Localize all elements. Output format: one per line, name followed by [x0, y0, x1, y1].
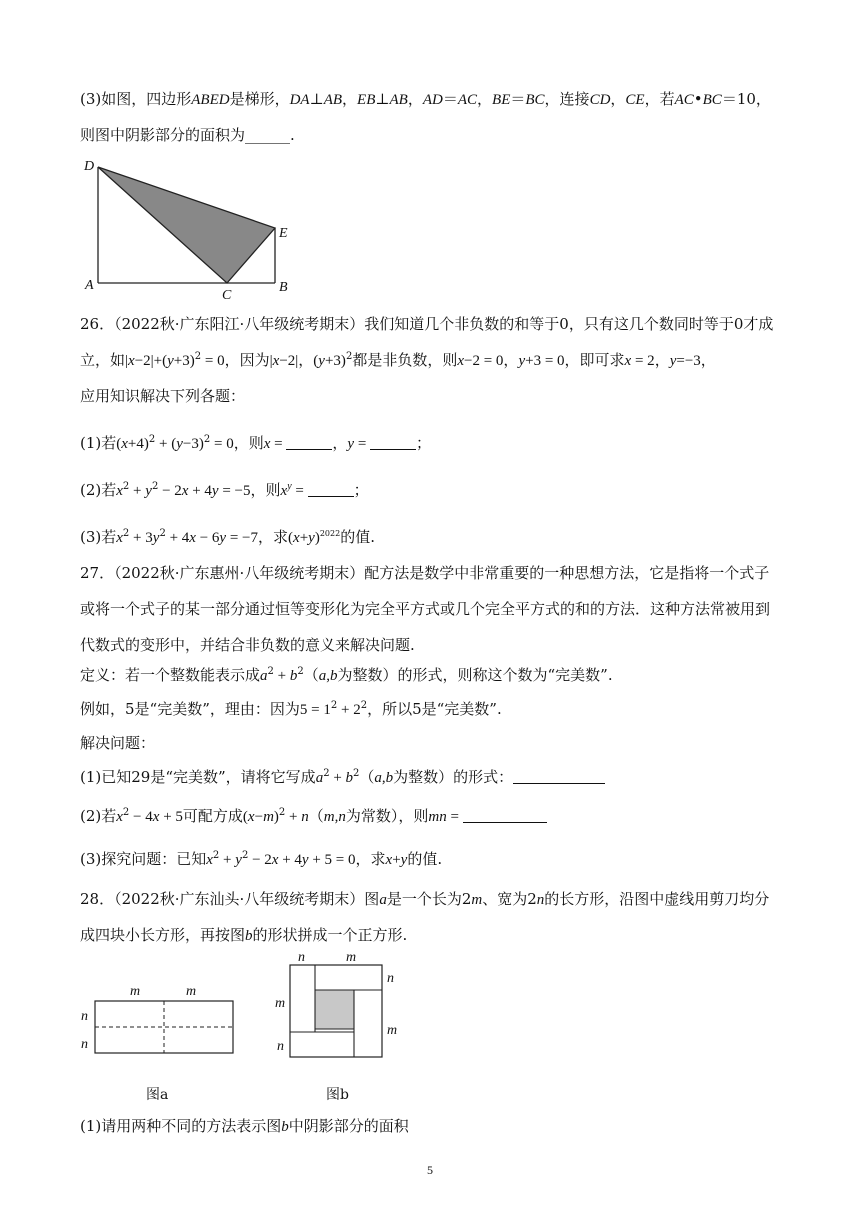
q27-solve: 解决问题：	[80, 734, 156, 752]
q25-part3-line2: 则图中阴影部分的面积为______.	[80, 126, 295, 144]
q26-line1: 26．（2022秋·广东阳江·八年级统考期末）我们知道几个非负数的和等于0，只有这几个数同时等于0才成	[80, 315, 774, 333]
trapezoid-figure	[80, 155, 300, 300]
q27-part3: (3)探究问题：已知$x^2 + y^2 - 2x + 4y + 5 = 0$，求x+y的值.	[80, 850, 443, 868]
fig-b-label-n-left: n	[277, 1039, 284, 1054]
q27-definition: 定义：若一个整数能表示成$a^2 + b^2(a,b$为整数）的形式，则称这个数为“完美数”.	[80, 666, 613, 684]
fig-a-label-m1: m	[130, 984, 141, 999]
q27-line3: 代数式的变形中，并结合非负数的意义来解决问题.	[80, 636, 415, 654]
label-E: E	[279, 226, 288, 241]
q28-line2: 成四块小长方形，再按图b的形状拼成一个正方形.	[80, 926, 408, 944]
figure-b-caption: 图b	[326, 1087, 349, 1103]
fig-a-label-n2: n	[81, 1037, 88, 1052]
q26-part2: (2)若$x^2 + y^2 - 2x + 4y = -5$，则$x^y$ = ；	[80, 481, 369, 499]
label-D: D	[84, 159, 95, 174]
q27-line1: 27．（2022秋·广东惠州·八年级统考期末）配方法是数学中非常重要的一种思想方法，它是指将一个式子	[80, 564, 770, 582]
page-number: 5	[427, 1163, 433, 1177]
label-C: C	[222, 288, 232, 300]
q26-line2: 立，如$|x-2|+(y+3)^2 = 0$，因为|x−2|，$(y+3)^2$都是非负数，则x−2 = 0，y+3 = 0，即可求x = 2，y=−3，	[80, 351, 716, 369]
q26-part3: (3)若$x^2 + 3y^2 + 4x - 6y = -7$，求$(x+y)^{2022}$的值.	[80, 528, 375, 546]
q27-example: 例如，5是“完美数”，理由：因为$5 = 1^2 + 2^2$，所以5是“完美数”.	[80, 700, 502, 718]
fig-b-label-m-right: m	[387, 1023, 398, 1038]
q26-line3: 应用知识解决下列各题：	[80, 387, 246, 405]
q28-part1: (1)请用两种不同的方法表示图b中阴影部分的面积	[80, 1117, 409, 1135]
fig-b-label-m-left: m	[275, 996, 286, 1011]
fig-b-label-n-top: n	[298, 950, 305, 965]
q25-part3-line1: (3)如图，四边形ABED是梯形，DA⊥AB，EB⊥AB，AD＝AC，BE＝BC，连接CD，CE，若AC•BC＝10，	[80, 90, 771, 108]
q28-line1: 28．（2022秋·广东汕头·八年级统考期末）图a是一个长为2m、宽为2n的长方形，沿图中虚线用剪刀均分	[80, 890, 770, 908]
figure-b	[270, 950, 410, 1060]
figure-a-caption: 图a	[146, 1087, 169, 1103]
q27-part1: (1)已知29是“完美数”，请将它写成$a^2 + b^2(a,b$为整数）的形式：	[80, 766, 605, 789]
fig-b-label-n-right: n	[387, 971, 394, 986]
label-B: B	[279, 280, 288, 295]
fig-b-label-m-top: m	[346, 950, 357, 965]
q26-part1: (1)若$(x+4)^2 + (y-3)^2 = 0$，则x = ，y = ；	[80, 434, 432, 452]
q27-part2: (2)若$x^2 - 4x + 5$可配方成$(x-m)^2 + n(m,n$为常数），则mn =	[80, 805, 547, 828]
q27-line2: 或将一个式子的某一部分通过恒等变形化为完全平方式或几个完全平方式的和的方法．这种方法常被用到	[80, 600, 771, 618]
figure-a	[78, 980, 248, 1060]
label-A: A	[85, 278, 94, 293]
fig-a-label-n1: n	[81, 1009, 88, 1024]
fig-a-label-m2: m	[186, 984, 197, 999]
